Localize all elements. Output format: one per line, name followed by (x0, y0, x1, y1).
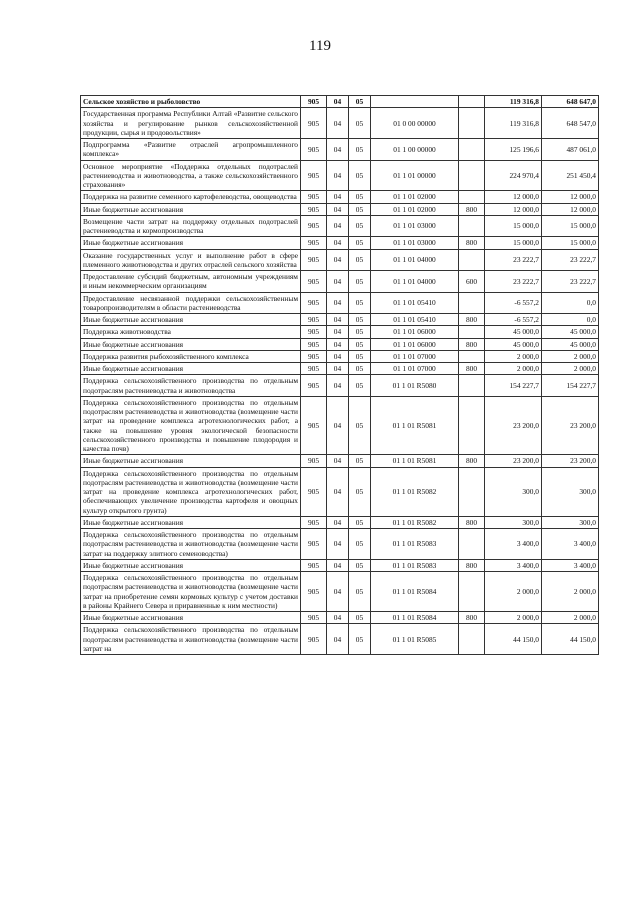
table-row (81, 350, 599, 362)
target-article-cell: 01 1 01 04000 (371, 249, 459, 271)
target-article-cell: 01 1 01 00000 (371, 160, 459, 191)
target-article-cell: 01 1 01 R5082 (371, 467, 459, 516)
amount-second-cell: 2 000,0 (542, 350, 599, 362)
row-name-cell: Предоставление несвязанной поддержки сельскохозяйственным товаропроизводителям в области растениеводства (81, 292, 301, 314)
table-row (81, 203, 599, 215)
subsection-code-cell: 05 (349, 363, 371, 375)
section-code-cell: 04 (327, 139, 349, 161)
subsection-code-cell: 05 (349, 516, 371, 528)
budget-table (80, 95, 599, 655)
amount-first-cell: 12 000,0 (485, 203, 542, 215)
expense-type-cell (459, 467, 485, 516)
amount-first-cell: 3 400,0 (485, 529, 542, 560)
table-row (81, 396, 599, 455)
amount-first-cell: -6 557,2 (485, 314, 542, 326)
table-row (81, 529, 599, 560)
table-row (81, 467, 599, 516)
amount-second-cell: 23 200,0 (542, 396, 599, 455)
table-row (81, 271, 599, 293)
ministry-code-cell: 905 (301, 139, 327, 161)
row-name-cell: Поддержка сельскохозяйственного производства по отдельным подотраслям растениеводства и животноводства (81, 375, 301, 397)
subsection-code-cell: 05 (349, 249, 371, 271)
ministry-code-cell: 905 (301, 160, 327, 191)
amount-first-cell: 45 000,0 (485, 338, 542, 350)
amount-first-cell: 23 222,7 (485, 271, 542, 293)
amount-first-cell: 2 000,0 (485, 350, 542, 362)
section-code-cell: 04 (327, 338, 349, 350)
table-row (81, 108, 599, 139)
amount-second-cell: 0,0 (542, 314, 599, 326)
amount-first-cell: 2 000,0 (485, 363, 542, 375)
ministry-code-cell: 905 (301, 455, 327, 467)
ministry-code-cell: 905 (301, 215, 327, 237)
ministry-code-cell: 905 (301, 96, 327, 108)
target-article-cell: 01 1 01 02000 (371, 191, 459, 203)
expense-type-cell (459, 215, 485, 237)
row-name-cell: Оказание государственных услуг и выполнение работ в сфере племенного животноводства и других отраслей сельского хозяйства (81, 249, 301, 271)
expense-type-cell (459, 160, 485, 191)
expense-type-cell (459, 96, 485, 108)
amount-second-cell: 251 450,4 (542, 160, 599, 191)
row-name-cell: Возмещение части затрат на поддержку отдельных подотраслей растениеводства и кормопроизводства (81, 215, 301, 237)
amount-second-cell: 15 000,0 (542, 237, 599, 249)
amount-second-cell: 44 150,0 (542, 624, 599, 655)
section-code-cell: 04 (327, 108, 349, 139)
amount-first-cell: 2 000,0 (485, 572, 542, 612)
ministry-code-cell: 905 (301, 529, 327, 560)
amount-first-cell: 23 200,0 (485, 396, 542, 455)
page-number: 119 (309, 38, 331, 54)
table-row (81, 559, 599, 571)
amount-second-cell: 648 647,0 (542, 96, 599, 108)
amount-first-cell: 44 150,0 (485, 624, 542, 655)
amount-first-cell: 125 196,6 (485, 139, 542, 161)
ministry-code-cell: 905 (301, 237, 327, 249)
amount-second-cell: 2 000,0 (542, 612, 599, 624)
expense-type-cell: 800 (459, 612, 485, 624)
expense-type-cell (459, 350, 485, 362)
budget-table-body (81, 96, 599, 655)
target-article-cell: 01 1 01 R5083 (371, 529, 459, 560)
row-name-cell: Поддержка сельскохозяйственного производства по отдельным подотраслям растениеводства и животноводства (возмещение части затрат на проведение комплекса агротехнологических работ, обеспечивающих увеличение производства картофеля и овощных культур открытого грунта) (81, 467, 301, 516)
subsection-code-cell: 05 (349, 191, 371, 203)
target-article-cell: 01 1 01 03000 (371, 215, 459, 237)
table-row (81, 160, 599, 191)
table-row (81, 516, 599, 528)
expense-type-cell (459, 108, 485, 139)
table-row (81, 326, 599, 338)
subsection-code-cell: 05 (349, 396, 371, 455)
expense-type-cell (459, 249, 485, 271)
section-code-cell: 04 (327, 203, 349, 215)
subsection-code-cell: 05 (349, 338, 371, 350)
subsection-code-cell: 05 (349, 529, 371, 560)
section-code-cell: 04 (327, 396, 349, 455)
row-name-cell: Сельское хозяйство и рыболовство (81, 96, 301, 108)
section-code-cell: 04 (327, 96, 349, 108)
subsection-code-cell: 05 (349, 271, 371, 293)
subsection-code-cell: 05 (349, 96, 371, 108)
ministry-code-cell: 905 (301, 396, 327, 455)
section-code-cell: 04 (327, 160, 349, 191)
row-name-cell: Иные бюджетные ассигнования (81, 203, 301, 215)
target-article-cell: 01 1 01 R5080 (371, 375, 459, 397)
section-code-cell: 04 (327, 271, 349, 293)
ministry-code-cell: 905 (301, 249, 327, 271)
expense-type-cell: 800 (459, 559, 485, 571)
ministry-code-cell: 905 (301, 338, 327, 350)
table-row (81, 338, 599, 350)
expense-type-cell (459, 191, 485, 203)
target-article-cell: 01 1 01 03000 (371, 237, 459, 249)
ministry-code-cell: 905 (301, 314, 327, 326)
ministry-code-cell: 905 (301, 559, 327, 571)
table-row (81, 215, 599, 237)
table-row (81, 612, 599, 624)
ministry-code-cell: 905 (301, 271, 327, 293)
row-name-cell: Подпрограмма «Развитие отраслей агропромышленного комплекса» (81, 139, 301, 161)
target-article-cell (371, 96, 459, 108)
amount-second-cell: 23 222,7 (542, 271, 599, 293)
subsection-code-cell: 05 (349, 467, 371, 516)
expense-type-cell: 800 (459, 516, 485, 528)
ministry-code-cell: 905 (301, 516, 327, 528)
amount-second-cell: 300,0 (542, 467, 599, 516)
section-code-cell: 04 (327, 215, 349, 237)
amount-second-cell: 2 000,0 (542, 572, 599, 612)
subsection-code-cell: 05 (349, 350, 371, 362)
ministry-code-cell: 905 (301, 363, 327, 375)
amount-second-cell: 300,0 (542, 516, 599, 528)
row-name-cell: Иные бюджетные ассигнования (81, 455, 301, 467)
ministry-code-cell: 905 (301, 624, 327, 655)
subsection-code-cell: 05 (349, 203, 371, 215)
table-row (81, 249, 599, 271)
row-name-cell: Поддержка сельскохозяйственного производства по отдельным подотраслям растениеводства и животноводства (возмещение части затрат на приобретение семян кормовых культур с учетом доставки в районы Крайнего Севера и приравненные к ним местности) (81, 572, 301, 612)
row-name-cell: Иные бюджетные ассигнования (81, 314, 301, 326)
ministry-code-cell: 905 (301, 350, 327, 362)
table-row (81, 139, 599, 161)
row-name-cell: Иные бюджетные ассигнования (81, 237, 301, 249)
row-name-cell: Основное мероприятие «Поддержка отдельных подотраслей растениеводства и животноводства, а также сельскохозяйственного страхования» (81, 160, 301, 191)
amount-second-cell: 15 000,0 (542, 215, 599, 237)
amount-second-cell: 2 000,0 (542, 363, 599, 375)
row-name-cell: Поддержка сельскохозяйственного производства по отдельным подотраслям растениеводства и животноводства (возмещение части затрат на (81, 624, 301, 655)
amount-first-cell: 300,0 (485, 516, 542, 528)
section-code-cell: 04 (327, 191, 349, 203)
section-code-cell: 04 (327, 292, 349, 314)
target-article-cell: 01 1 01 06000 (371, 338, 459, 350)
expense-type-cell (459, 624, 485, 655)
row-name-cell: Иные бюджетные ассигнования (81, 363, 301, 375)
target-article-cell: 01 1 01 06000 (371, 326, 459, 338)
subsection-code-cell: 05 (349, 237, 371, 249)
amount-second-cell: 12 000,0 (542, 191, 599, 203)
section-code-cell: 04 (327, 375, 349, 397)
expense-type-cell (459, 396, 485, 455)
section-code-cell: 04 (327, 624, 349, 655)
table-row (81, 455, 599, 467)
subsection-code-cell: 05 (349, 314, 371, 326)
row-name-cell: Поддержка сельскохозяйственного производства по отдельным подотраслям растениеводства и животноводства (возмещение части затрат на проведение комплекса агротехнологических работ, а также на повышение уровня экологической безопасности сельскохозяйственного производства и повышение плодородия и качества почв) (81, 396, 301, 455)
ministry-code-cell: 905 (301, 203, 327, 215)
amount-first-cell: 15 000,0 (485, 237, 542, 249)
subsection-code-cell: 05 (349, 455, 371, 467)
subsection-code-cell: 05 (349, 572, 371, 612)
subsection-code-cell: 05 (349, 292, 371, 314)
amount-first-cell: 2 000,0 (485, 612, 542, 624)
expense-type-cell: 800 (459, 363, 485, 375)
row-name-cell: Иные бюджетные ассигнования (81, 516, 301, 528)
amount-second-cell: 154 227,7 (542, 375, 599, 397)
table-row (81, 237, 599, 249)
amount-first-cell: 224 970,4 (485, 160, 542, 191)
section-code-cell: 04 (327, 467, 349, 516)
amount-first-cell: -6 557,2 (485, 292, 542, 314)
row-name-cell: Иные бюджетные ассигнования (81, 559, 301, 571)
table-row (81, 314, 599, 326)
expense-type-cell: 800 (459, 237, 485, 249)
amount-second-cell: 0,0 (542, 292, 599, 314)
subsection-code-cell: 05 (349, 559, 371, 571)
target-article-cell: 01 0 00 00000 (371, 108, 459, 139)
target-article-cell: 01 1 01 R5082 (371, 516, 459, 528)
section-code-cell: 04 (327, 529, 349, 560)
section-code-cell: 04 (327, 363, 349, 375)
section-code-cell: 04 (327, 455, 349, 467)
amount-first-cell: 45 000,0 (485, 326, 542, 338)
subsection-code-cell: 05 (349, 139, 371, 161)
amount-first-cell: 119 316,8 (485, 96, 542, 108)
target-article-cell: 01 1 01 05410 (371, 314, 459, 326)
row-name-cell: Поддержка животноводства (81, 326, 301, 338)
amount-first-cell: 154 227,7 (485, 375, 542, 397)
expense-type-cell (459, 529, 485, 560)
expense-type-cell: 800 (459, 203, 485, 215)
expense-type-cell (459, 326, 485, 338)
ministry-code-cell: 905 (301, 108, 327, 139)
row-name-cell: Государственная программа Республики Алтай «Развитие сельского хозяйства и регулирование рынков сельскохозяйственной продукции, сырья и продовольствия» (81, 108, 301, 139)
amount-first-cell: 23 200,0 (485, 455, 542, 467)
subsection-code-cell: 05 (349, 108, 371, 139)
section-code-cell: 04 (327, 612, 349, 624)
table-row (81, 363, 599, 375)
expense-type-cell: 800 (459, 338, 485, 350)
amount-second-cell: 3 400,0 (542, 559, 599, 571)
ministry-code-cell: 905 (301, 375, 327, 397)
subsection-code-cell: 05 (349, 160, 371, 191)
target-article-cell: 01 1 01 02000 (371, 203, 459, 215)
ministry-code-cell: 905 (301, 467, 327, 516)
table-row (81, 572, 599, 612)
expense-type-cell (459, 375, 485, 397)
row-name-cell: Поддержка развития рыбохозяйственного комплекса (81, 350, 301, 362)
subsection-code-cell: 05 (349, 326, 371, 338)
expense-type-cell: 600 (459, 271, 485, 293)
amount-first-cell: 23 222,7 (485, 249, 542, 271)
target-article-cell: 01 1 01 R5084 (371, 612, 459, 624)
section-code-cell: 04 (327, 314, 349, 326)
table-row (81, 191, 599, 203)
amount-first-cell: 15 000,0 (485, 215, 542, 237)
expense-type-cell (459, 139, 485, 161)
section-code-cell: 04 (327, 237, 349, 249)
section-code-cell: 04 (327, 516, 349, 528)
amount-first-cell: 119 316,8 (485, 108, 542, 139)
table-row (81, 624, 599, 655)
table-row (81, 375, 599, 397)
amount-second-cell: 23 200,0 (542, 455, 599, 467)
row-name-cell: Предоставление субсидий бюджетным, автономным учреждениям и иным некоммерческим организациям (81, 271, 301, 293)
table-row (81, 96, 599, 108)
expense-type-cell (459, 292, 485, 314)
target-article-cell: 01 1 01 R5081 (371, 396, 459, 455)
section-code-cell: 04 (327, 350, 349, 362)
amount-second-cell: 648 547,0 (542, 108, 599, 139)
ministry-code-cell: 905 (301, 191, 327, 203)
amount-second-cell: 45 000,0 (542, 338, 599, 350)
row-name-cell: Поддержка на развитие семенного картофелеводства, овощеводства (81, 191, 301, 203)
target-article-cell: 01 1 01 R5085 (371, 624, 459, 655)
expense-type-cell: 800 (459, 455, 485, 467)
section-code-cell: 04 (327, 326, 349, 338)
target-article-cell: 01 1 01 R5081 (371, 455, 459, 467)
target-article-cell: 01 1 01 R5084 (371, 572, 459, 612)
row-name-cell: Иные бюджетные ассигнования (81, 338, 301, 350)
section-code-cell: 04 (327, 559, 349, 571)
table-row (81, 292, 599, 314)
amount-second-cell: 12 000,0 (542, 203, 599, 215)
target-article-cell: 01 1 01 R5083 (371, 559, 459, 571)
expense-type-cell: 800 (459, 314, 485, 326)
amount-second-cell: 487 061,0 (542, 139, 599, 161)
row-name-cell: Иные бюджетные ассигнования (81, 612, 301, 624)
subsection-code-cell: 05 (349, 612, 371, 624)
target-article-cell: 01 1 00 00000 (371, 139, 459, 161)
row-name-cell: Поддержка сельскохозяйственного производства по отдельным подотраслям растениеводства и животноводства (возмещение части затрат на поддержку элитного семеноводства) (81, 529, 301, 560)
amount-second-cell: 3 400,0 (542, 529, 599, 560)
subsection-code-cell: 05 (349, 624, 371, 655)
ministry-code-cell: 905 (301, 326, 327, 338)
section-code-cell: 04 (327, 572, 349, 612)
target-article-cell: 01 1 01 04000 (371, 271, 459, 293)
subsection-code-cell: 05 (349, 375, 371, 397)
amount-second-cell: 23 222,7 (542, 249, 599, 271)
ministry-code-cell: 905 (301, 572, 327, 612)
target-article-cell: 01 1 01 07000 (371, 350, 459, 362)
target-article-cell: 01 1 01 05410 (371, 292, 459, 314)
target-article-cell: 01 1 01 07000 (371, 363, 459, 375)
section-code-cell: 04 (327, 249, 349, 271)
subsection-code-cell: 05 (349, 215, 371, 237)
ministry-code-cell: 905 (301, 292, 327, 314)
amount-first-cell: 3 400,0 (485, 559, 542, 571)
ministry-code-cell: 905 (301, 612, 327, 624)
expense-type-cell (459, 572, 485, 612)
amount-first-cell: 300,0 (485, 467, 542, 516)
amount-first-cell: 12 000,0 (485, 191, 542, 203)
amount-second-cell: 45 000,0 (542, 326, 599, 338)
